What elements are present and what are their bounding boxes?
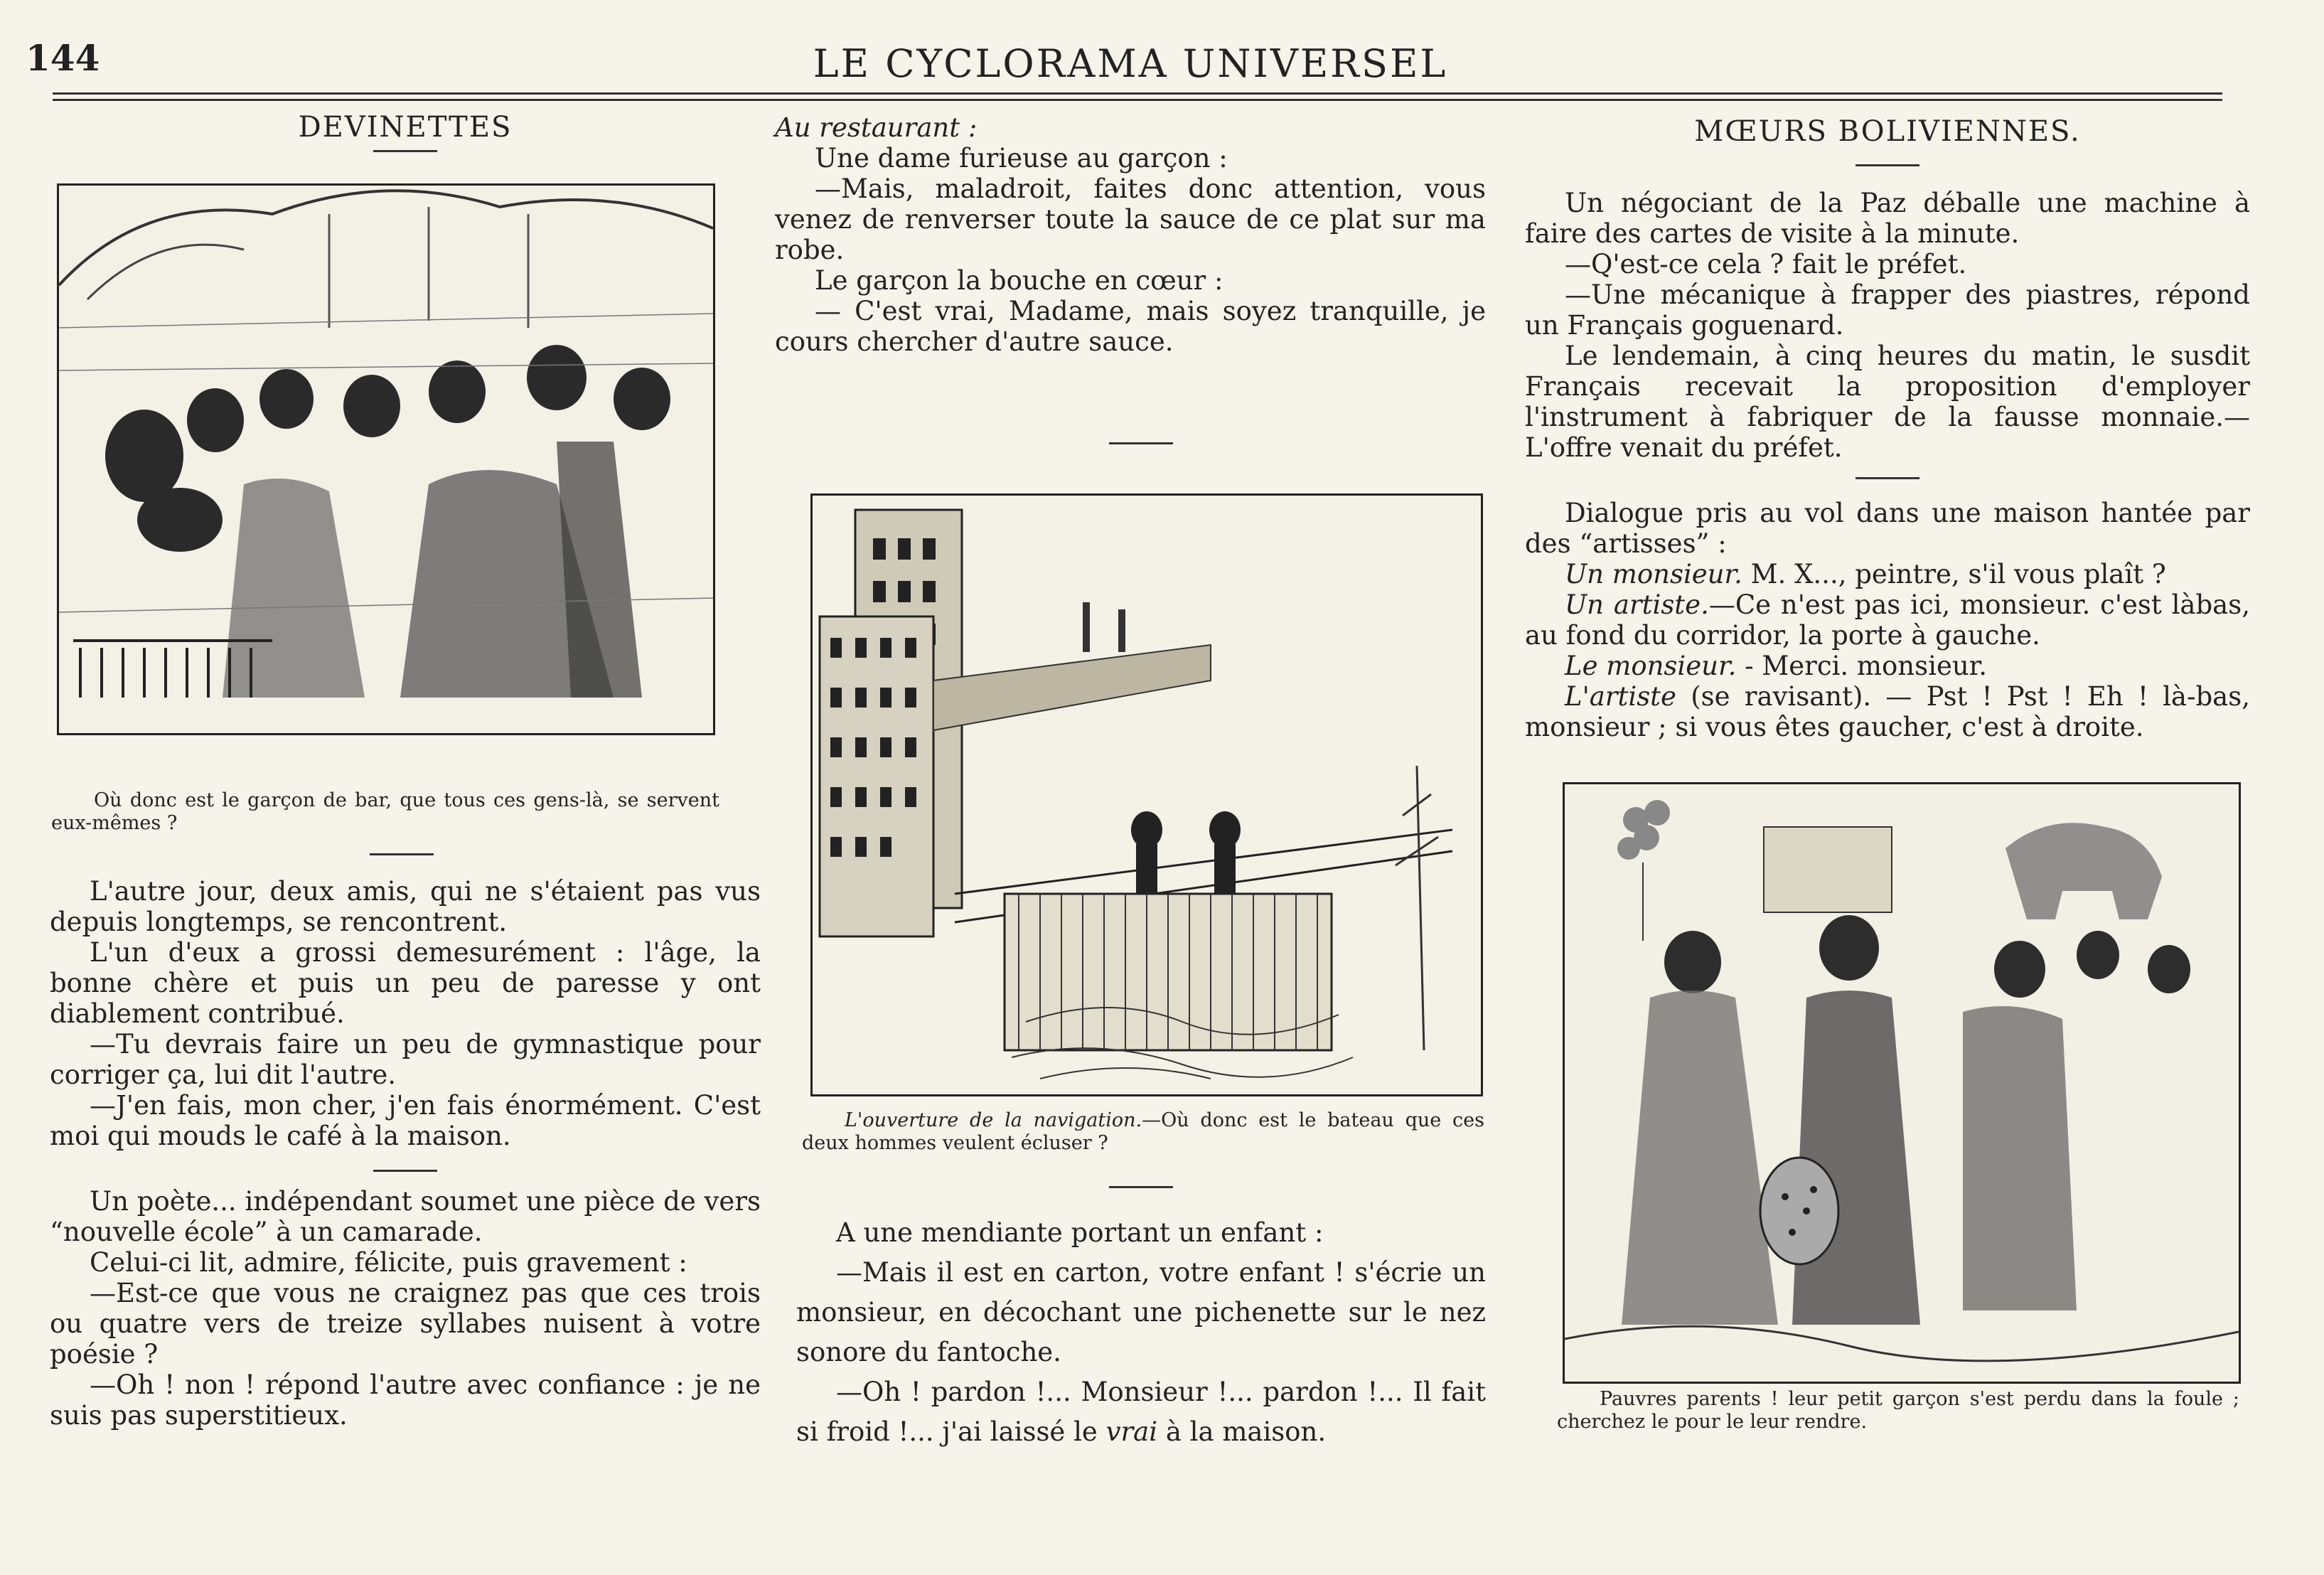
paragraph: Un poète... indépendant soumet une pièce de vers “nouvelle école” à un camarade.: [50, 1186, 761, 1247]
caption-canal-lock: [802, 1109, 1484, 1155]
paragraph: Le garçon la bouche en cœur :: [815, 265, 1223, 296]
paragraph: —Tu devrais faire un peu de gymnastique pour corriger ça, lui dit l'autre.: [50, 1029, 761, 1090]
dialogue-line: Le monsieur. - Merci. monsieur.: [1565, 651, 1988, 681]
section-heading-restaurant: Au restaurant :: [775, 112, 978, 143]
divider: [1109, 1186, 1173, 1188]
dialogue-line: L'artiste (se ravisant). — Pst ! Pst ! Eh ! là-bas, monsieur ; si vous êtes gaucher, c'est à droite.: [1525, 681, 2250, 742]
paragraph: —Une mécanique à frapper des piastres, répond un Français goguenard.: [1525, 279, 2250, 341]
divider: [1856, 164, 1919, 166]
paragraph: Celui-ci lit, admire, félicite, puis gravement :: [90, 1247, 687, 1278]
paragraph: L'un d'eux a grossi demesurément : l'âge, la bonne chère et puis un peu de paresse y ont diablement contribué.: [50, 937, 761, 1029]
paragraph: —Oh ! pardon !... Monsieur !... pardon !... Il fait si froid !... j'ai laissé le vrai à la maison.: [796, 1377, 1486, 1447]
paragraph: Dialogue pris au vol dans une maison hantée par des “artisses” :: [1525, 498, 2250, 559]
paragraph: Un négociant de la Paz déballe une machine à faire des cartes de visite à la minute.: [1525, 188, 2250, 249]
divider: [1109, 442, 1173, 444]
paragraph: Une dame furieuse au garçon :: [815, 143, 1228, 173]
column-middle: [775, 112, 1486, 357]
section-title-devinettes: DEVINETTES: [298, 111, 513, 144]
column-left: [50, 112, 761, 168]
paragraph: —J'en fais, mon cher, j'en fais énormément. C'est moi qui mouds le café à la maison.: [50, 1090, 761, 1151]
illustration-bar-crowd: [57, 183, 715, 735]
caption-title: L'ouverture de la navigation.: [845, 1109, 1142, 1131]
divider: [1856, 477, 1919, 479]
caption-bar-crowd: Où donc est le garçon de bar, que tous ces gens-là, se servent eux-mêmes ?: [51, 789, 719, 834]
paragraph: —Mais, maladroit, faites donc attention, vous venez de renverser toute la sauce de ce plat sur ma robe.: [775, 173, 1486, 265]
paragraph: — C'est vrai, Madame, mais soyez tranquille, je cours chercher d'autre sauce.: [775, 296, 1486, 357]
caption-text: —Où donc est le bateau que ces deux hommes veulent écluser ?: [802, 1109, 1484, 1154]
illustration-canal-lock: [810, 493, 1483, 1096]
dialogue-line: Un artiste.—Ce n'est pas ici, monsieur. c'est làbas, au fond du corridor, la porte à gauche.: [1525, 589, 2250, 651]
paragraph: Le lendemain, à cinq heures du matin, le susdit Français recevait la proposition d'employer l'instrument à fabriquer de la fausse monnaie.—L'offre venait du préfet.: [1525, 341, 2250, 463]
section-title-moeurs: MŒURS BOLIVIENNES.: [1694, 115, 2081, 148]
column-middle-text: [796, 1213, 1486, 1452]
paragraph: A une mendiante portant un enfant :: [836, 1217, 1324, 1248]
column-right: [1525, 112, 2250, 742]
paragraph: L'autre jour, deux amis, qui ne s'étaient pas vus depuis longtemps, se rencontrent.: [50, 876, 761, 937]
page-number: 144: [26, 37, 100, 79]
paragraph: —Est-ce que vous ne craignez pas que ces trois ou quatre vers de treize syllabes nuisent à votre poésie ?: [50, 1278, 761, 1370]
column-left-text: [50, 876, 761, 1431]
illustration-fair-crowd: [1563, 782, 2241, 1384]
divider: [370, 853, 434, 855]
header-rule: [53, 92, 2222, 101]
paragraph: —Q'est-ce cela ? fait le préfet.: [1565, 249, 1967, 279]
caption-fair-crowd: Pauvres parents ! leur petit garçon s'est perdu dans la foule ; cherchez le pour le leur rendre.: [1557, 1388, 2239, 1433]
paragraph: —Oh ! non ! répond l'autre avec confiance : je ne suis pas superstitieux.: [50, 1370, 761, 1431]
page-title: LE CYCLORAMA UNIVERSEL: [813, 41, 1448, 86]
divider: [373, 1170, 437, 1172]
divider: [373, 150, 437, 152]
dialogue-line: Un monsieur. M. X..., peintre, s'il vous plaît ?: [1565, 559, 2166, 589]
paragraph: —Mais il est en carton, votre enfant ! s'écrie un monsieur, en décochant une pichenette sur le nez sonore du fantoche.: [796, 1257, 1486, 1367]
